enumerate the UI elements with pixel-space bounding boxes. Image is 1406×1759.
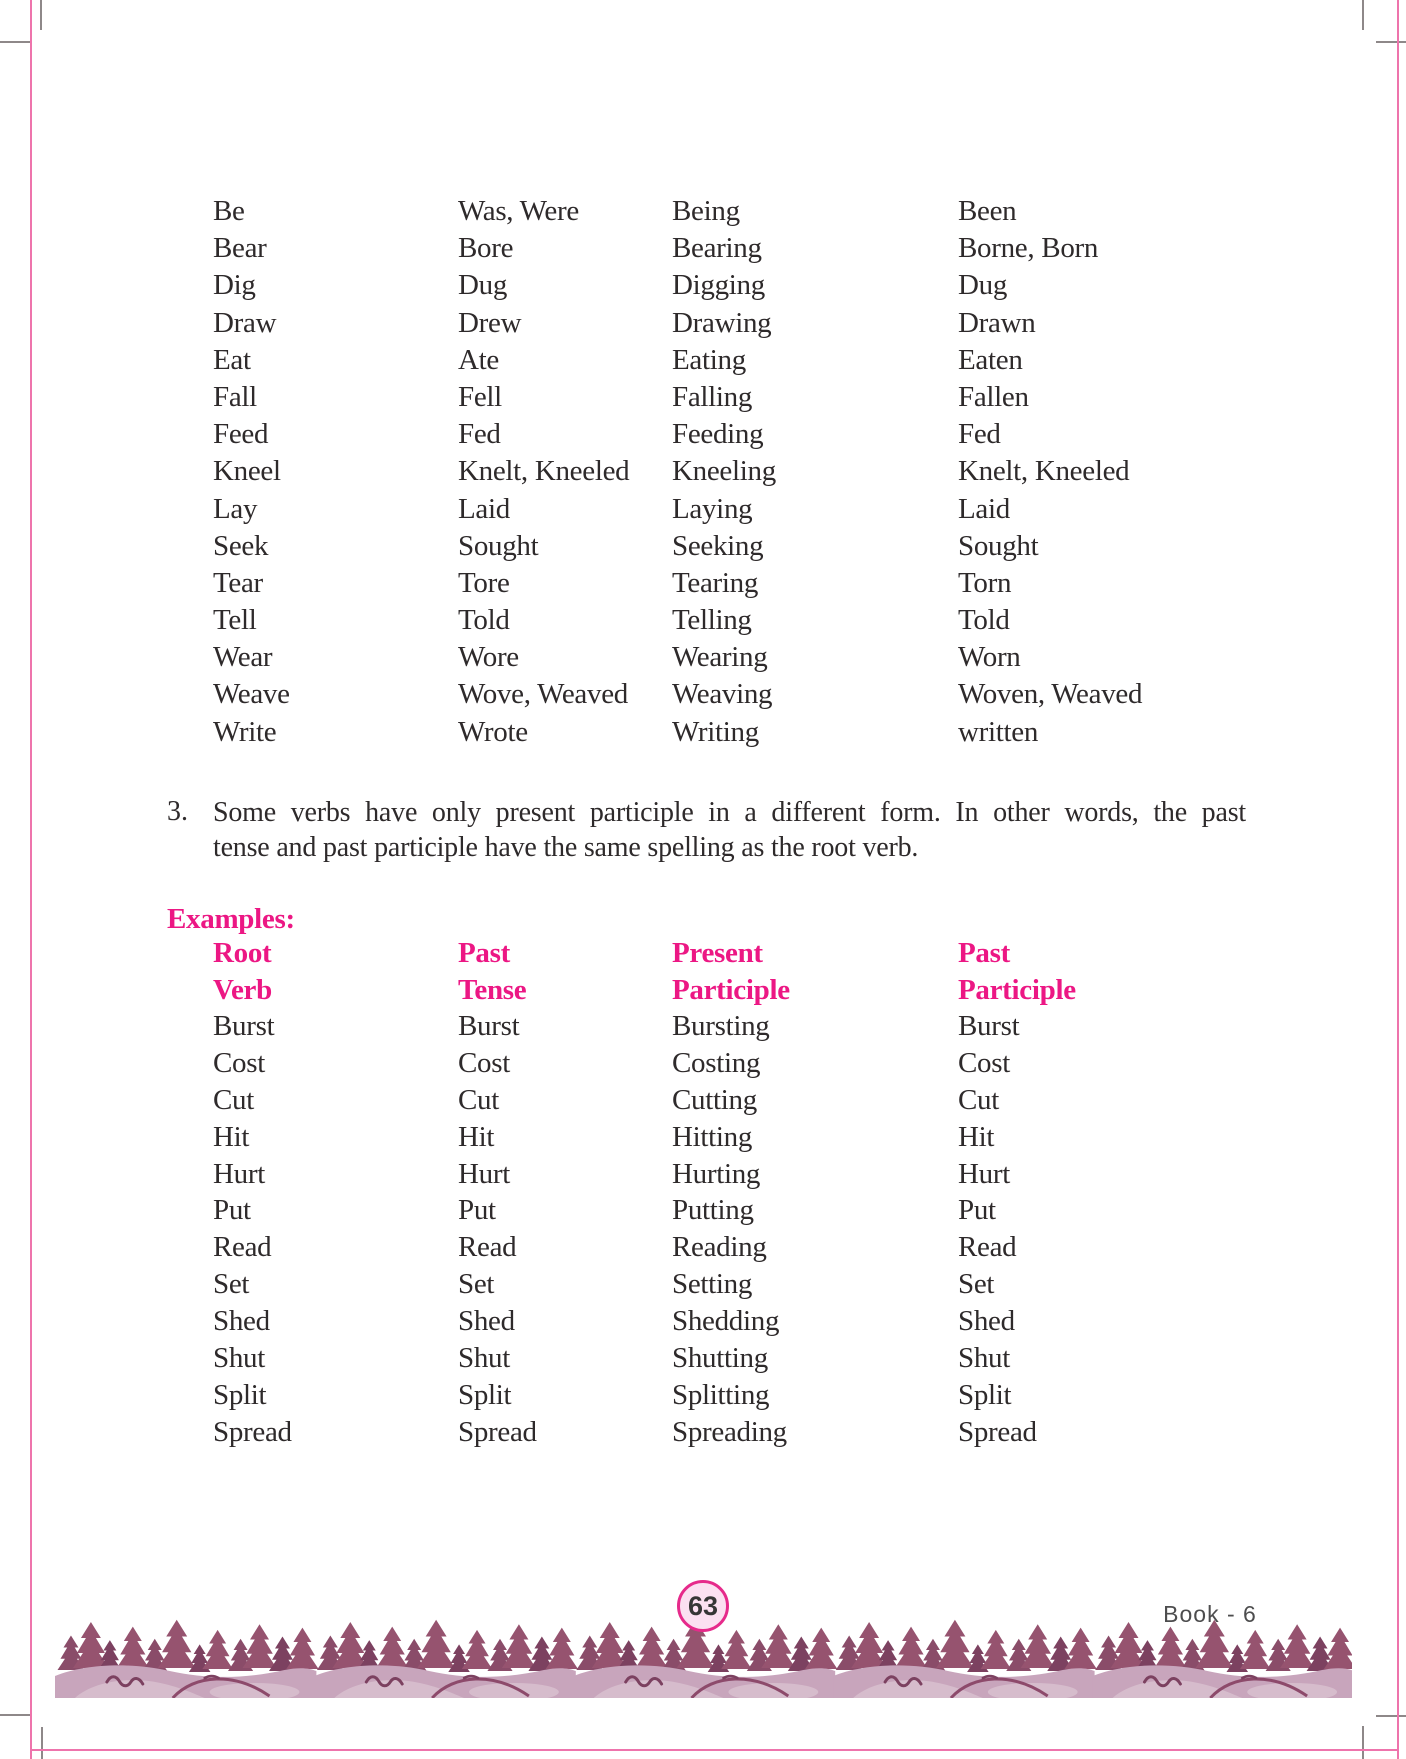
- table-cell: Put: [458, 1194, 496, 1227]
- table-cell: Hurting: [672, 1157, 761, 1190]
- table-cell: Kneel: [213, 455, 281, 488]
- irregular-verbs-table: [213, 193, 1142, 751]
- table-cell: Shedding: [672, 1305, 780, 1338]
- page-edge-line: [1397, 0, 1399, 1759]
- table-cell: Setting: [672, 1268, 753, 1301]
- table-cell: Hurt: [958, 1157, 1010, 1190]
- table-cell: Tearing: [672, 566, 759, 599]
- table-cell: Past: [458, 937, 510, 969]
- table-cell: Burst: [213, 1010, 275, 1042]
- crop-mark: [1362, 1726, 1364, 1759]
- table-cell: Read: [958, 1231, 1017, 1264]
- examples-heading: Examples:: [167, 903, 295, 935]
- table-cell: Shutting: [672, 1342, 768, 1375]
- table-cell: Hurt: [213, 1157, 265, 1190]
- table-row: [213, 972, 1076, 1009]
- table-row: [213, 935, 1076, 972]
- table-cell: Hit: [213, 1120, 250, 1153]
- table-cell: Wore: [458, 641, 519, 674]
- table-cell: Draw: [213, 306, 277, 339]
- table-cell: Participle: [958, 974, 1076, 1006]
- table-cell: Shed: [958, 1305, 1015, 1338]
- table-cell: Present: [672, 937, 763, 969]
- table-cell: Fallen: [958, 380, 1029, 413]
- table-row: [213, 1266, 1037, 1303]
- table-cell: Tear: [213, 566, 263, 599]
- table-cell: Cost: [213, 1046, 265, 1079]
- table-cell: Seeking: [672, 529, 764, 562]
- table-cell: Tense: [458, 974, 527, 1006]
- table-cell: Spreading: [672, 1415, 787, 1448]
- table-cell: Set: [958, 1268, 995, 1301]
- page-number-badge: 63: [677, 1580, 729, 1632]
- table-cell: Past: [958, 937, 1010, 969]
- table-row: [213, 230, 1142, 267]
- table-cell: Fell: [458, 380, 502, 413]
- item-3-number: 3.: [167, 796, 188, 827]
- table-cell: Was, Were: [458, 195, 579, 227]
- table-row: [213, 379, 1142, 416]
- table-cell: Shut: [458, 1342, 510, 1375]
- table-cell: Drawing: [672, 306, 772, 339]
- crop-mark: [0, 1714, 30, 1716]
- table-cell: Telling: [672, 604, 752, 637]
- table-cell: Told: [458, 604, 510, 637]
- table-cell: Shut: [213, 1342, 265, 1375]
- table-cell: Worn: [958, 641, 1021, 674]
- table-cell: Wear: [213, 641, 273, 674]
- table-cell: Cost: [458, 1046, 510, 1079]
- table-cell: Feed: [213, 418, 269, 451]
- table-cell: Bear: [213, 232, 267, 265]
- table-row: [213, 1045, 1037, 1082]
- table-cell: Hit: [958, 1120, 995, 1153]
- table-cell: Put: [213, 1194, 251, 1227]
- table-row: [213, 1414, 1037, 1451]
- table-cell: Tore: [458, 566, 510, 599]
- table-cell: Spread: [458, 1415, 537, 1448]
- table-row: [213, 528, 1142, 565]
- table-cell: Tell: [213, 604, 257, 637]
- table-row: [213, 267, 1142, 304]
- table-row: [213, 714, 1142, 751]
- table-cell: Dug: [458, 269, 508, 302]
- table-cell: Borne, Born: [958, 232, 1099, 265]
- book-label: Book - 6: [1163, 1601, 1257, 1627]
- table-row: [213, 1340, 1037, 1377]
- crop-mark: [1376, 1715, 1406, 1717]
- crop-mark: [40, 0, 42, 30]
- table-cell: Fed: [958, 418, 1001, 451]
- table-cell: Bearing: [672, 232, 762, 265]
- table-row: [213, 639, 1142, 676]
- table-row: [213, 453, 1142, 490]
- table-row: [213, 1229, 1037, 1266]
- table-row: [213, 565, 1142, 602]
- table-row: [213, 305, 1142, 342]
- table-cell: Shed: [458, 1305, 515, 1338]
- table-row: [213, 416, 1142, 453]
- table-cell: Sought: [458, 529, 539, 562]
- table-cell: Write: [213, 715, 277, 748]
- table-cell: Drew: [458, 306, 522, 339]
- table-cell: Verb: [213, 974, 272, 1006]
- table-row: [213, 1192, 1037, 1229]
- table-cell: Feeding: [672, 418, 764, 451]
- table-cell: Told: [958, 604, 1010, 637]
- crop-mark: [41, 1727, 43, 1759]
- table-cell: Wearing: [672, 641, 768, 674]
- table-row: [213, 1303, 1037, 1340]
- crop-mark: [1362, 0, 1364, 30]
- table-row: [213, 1156, 1037, 1193]
- crop-mark: [0, 41, 30, 43]
- table-cell: Laying: [672, 492, 753, 525]
- table-cell: Putting: [672, 1194, 754, 1227]
- table-cell: Eat: [213, 343, 251, 376]
- table-row: [213, 193, 1142, 230]
- table-row: [213, 342, 1142, 379]
- table-cell: Eating: [672, 343, 746, 376]
- table-row: [213, 1008, 1037, 1045]
- table-cell: Dug: [958, 269, 1008, 302]
- table-cell: Eaten: [958, 343, 1023, 376]
- table-cell: Set: [213, 1268, 250, 1301]
- table-cell: Splitting: [672, 1378, 770, 1411]
- table-cell: Cost: [958, 1046, 1010, 1079]
- examples-table-header: [213, 935, 1076, 1009]
- table-cell: Split: [213, 1378, 267, 1411]
- table-cell: Hit: [458, 1120, 495, 1153]
- table-cell: Costing: [672, 1046, 761, 1079]
- table-cell: Burst: [458, 1010, 520, 1042]
- table-row: [213, 602, 1142, 639]
- table-cell: Spread: [958, 1415, 1037, 1448]
- table-cell: Sought: [958, 529, 1039, 562]
- table-cell: Fed: [458, 418, 501, 451]
- table-cell: Laid: [458, 492, 510, 525]
- table-cell: Wrote: [458, 715, 528, 748]
- table-cell: Seek: [213, 529, 269, 562]
- table-cell: Dig: [213, 269, 256, 302]
- table-row: [213, 1119, 1037, 1156]
- table-cell: Woven, Weaved: [958, 678, 1143, 711]
- table-cell: Split: [958, 1378, 1012, 1411]
- table-row: [213, 1082, 1037, 1119]
- table-cell: Read: [213, 1231, 272, 1264]
- table-row: [213, 676, 1142, 713]
- table-cell: Knelt, Kneeled: [958, 455, 1130, 488]
- table-cell: Knelt, Kneeled: [458, 455, 630, 488]
- table-cell: Burst: [958, 1010, 1020, 1042]
- table-cell: Weave: [213, 678, 290, 711]
- table-row: [213, 1377, 1037, 1414]
- table-cell: Hurt: [458, 1157, 510, 1190]
- page-edge-line: [30, 1749, 1399, 1751]
- table-cell: Falling: [672, 380, 753, 413]
- table-cell: written: [958, 715, 1039, 748]
- table-cell: Cut: [958, 1083, 999, 1116]
- table-cell: Lay: [213, 492, 258, 525]
- table-row: [213, 491, 1142, 528]
- table-cell: Cut: [458, 1083, 499, 1116]
- item-3-line-2: tense and past participle have the same spelling as the root verb.: [213, 831, 919, 863]
- page-edge-line: [30, 0, 32, 1759]
- table-cell: Bore: [458, 232, 514, 265]
- table-cell: Read: [458, 1231, 517, 1264]
- table-cell: Drawn: [958, 306, 1036, 339]
- table-cell: Laid: [958, 492, 1010, 525]
- table-cell: Be: [213, 195, 245, 227]
- table-cell: Weaving: [672, 678, 773, 711]
- table-cell: Shut: [958, 1342, 1010, 1375]
- table-cell: Set: [458, 1268, 495, 1301]
- table-cell: Cut: [213, 1083, 254, 1116]
- table-cell: Reading: [672, 1231, 767, 1264]
- table-cell: Fall: [213, 380, 257, 413]
- table-cell: Torn: [958, 566, 1012, 599]
- table-cell: Wove, Weaved: [458, 678, 628, 711]
- table-cell: Cutting: [672, 1083, 757, 1116]
- table-cell: Split: [458, 1378, 512, 1411]
- item-3-paragraph: [213, 796, 1246, 865]
- table-cell: Shed: [213, 1305, 270, 1338]
- table-cell: Kneeling: [672, 455, 776, 488]
- crop-mark: [1376, 41, 1406, 43]
- table-cell: Being: [672, 195, 740, 227]
- table-cell: Digging: [672, 269, 765, 302]
- table-cell: Been: [958, 195, 1017, 227]
- table-cell: Ate: [458, 343, 499, 376]
- table-cell: Bursting: [672, 1010, 770, 1042]
- table-cell: Hitting: [672, 1120, 753, 1153]
- examples-verbs-table: [213, 1008, 1037, 1451]
- table-cell: Root: [213, 937, 272, 969]
- table-cell: Participle: [672, 974, 790, 1006]
- table-cell: Put: [958, 1194, 996, 1227]
- item-3-line-1: Some verbs have only present participle in a different form. In other words, the past: [213, 797, 1246, 828]
- table-cell: Writing: [672, 715, 759, 748]
- table-cell: Spread: [213, 1415, 292, 1448]
